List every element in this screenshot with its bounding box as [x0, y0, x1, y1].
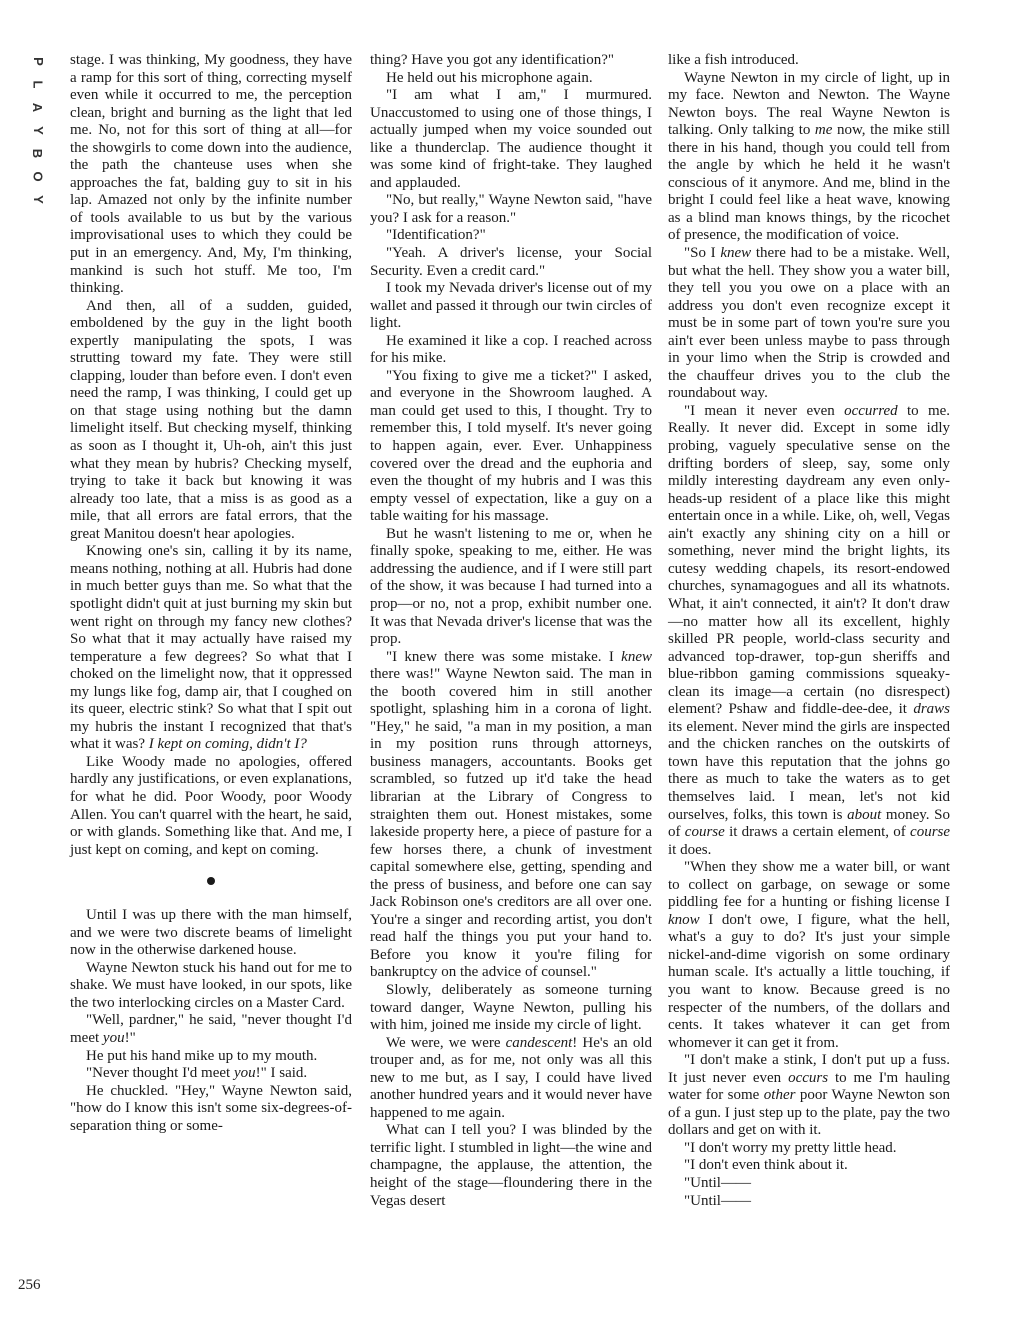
section-break	[70, 859, 352, 903]
paragraph-text: !" I said.	[255, 1065, 308, 1082]
paragraph-text: it does.	[668, 841, 712, 858]
paragraph: He chuckled. "Hey," Wayne Newton said, "how do I know this isn't some six-degrees-of-separation thing or some-	[70, 1082, 352, 1134]
text-column-3	[668, 52, 950, 1210]
magazine-letter: L	[30, 80, 46, 89]
paragraph	[70, 1065, 352, 1083]
paragraph: I took my Nevada driver's license out of my wallet and passed it through our twin circles of light.	[370, 280, 652, 332]
paragraph: "Until——	[684, 1192, 751, 1209]
paragraph: like a fish introduced.	[668, 52, 799, 68]
paragraph	[370, 649, 652, 982]
paragraph-text: its element. Never mind the girls are inspected and the chicken ranches on the outskirts of town have this reputation that the johns go there as much to take the waters as to get themselves laid. I mean, let's not kid ourselves, folks, this town is	[668, 718, 950, 823]
italic-text: I kept on coming, didn't I?	[148, 736, 307, 753]
paragraph-text: it draws a certain element, of	[729, 824, 906, 841]
paragraph-text: We were, we were	[386, 1034, 501, 1051]
italic-text: occurred	[844, 402, 898, 419]
paragraph: "I don't worry my pretty little head.	[684, 1139, 897, 1156]
italic-text: occurs	[788, 1069, 829, 1086]
section-break-bullet-icon	[207, 877, 215, 885]
paragraph: stage. I was thinking, My goodness, they have a ramp for this sort of thing, correcting myself even while it occurred to me, the perception clean, bright and burning as the light that led me. No, not for this sort of thing at all—for the showgirls to come down into the audience, the path the chanteuse uses when she approaches the fat, balding guy to sit in his lap. Amazed not only by the infinite number of tools available to us but by the various improvisational uses to which they could be put in an emergency. And, My, I'm thinking, mankind is such hot stuff. Me too, I'm thinking.	[70, 52, 352, 297]
paragraph-text: "I mean it never even	[684, 402, 835, 419]
paragraph-text: to me I'm hauling water for some	[668, 1069, 951, 1104]
paragraph: What can I tell you? I was blinded by the terrific light. I stumbled in light—the wine and champagne, the applause, the attention, the height of the stage—floundering there in the Vegas desert	[370, 1122, 652, 1209]
magazine-letter: B	[30, 148, 46, 159]
paragraph	[668, 403, 950, 859]
paragraph	[668, 859, 950, 1052]
italic-text: candescent	[505, 1034, 573, 1051]
paragraph: "No, but really," Wayne Newton said, "have you? I ask for a reason."	[370, 192, 652, 226]
paragraph-text: "Never thought I'd meet	[86, 1065, 231, 1082]
paragraph: Slowly, deliberately as someone turning toward danger, Wayne Newton, pulling his with him, joined me inside my circle of light.	[370, 981, 652, 1034]
paragraph: "I don't even think about it.	[684, 1157, 848, 1174]
text-column-2	[370, 52, 652, 1210]
italic-text: you	[102, 1029, 125, 1046]
paragraph	[668, 245, 950, 403]
paragraph-text: to me. Really. It never did. Except in some idly probing, vaguely speculative sense on the drifting borders of sleep, say, some only mildly interesting daydream any even only-heads-up resident of a place like this might entertain once in a while. Like, oh, well, Vegas ain't exactly any shining city on a hill or something, never mind the bright lights, its cutesy wedding chapels, its resort-endowed churches, synamagogues and all its whatnots. What, it ain't connected, it ain't? It don't draw—no matter how all its excellent, highly skilled PR people, world-class security and advanced top-drawer, top-gun sheriffs and blue-ribbon gaming commissions squeaky-clean its image—a certain (no disrespect) element? Pshaw and fiddle-dee-dee, it	[668, 402, 951, 718]
paragraph-text: "When they show me a water bill, or want to collect on garbage, on sewage or some piddling fee for a hunting or fishing license I	[668, 859, 950, 911]
paragraph: "Identification?"	[386, 227, 486, 244]
magazine-letter: Y	[30, 126, 46, 135]
paragraph-text: Knowing one's sin, calling it by its name, means nothing, nothing at all. Hubris had done in much better guys than me. So what that the spotlight didn't quit at just burning my skin but went right on through my fancy new clothes? So what that it may actually have raised my temperature a few degrees? So what that I choked on the limelight now, that it oppressed my lungs like fog, damp air, that I coughed on its queer, electric stink? So what that I spit out my hubris the instant I recognized that that's what it was?	[70, 543, 352, 753]
paragraph	[70, 1012, 352, 1047]
italic-text: course	[684, 824, 725, 841]
paragraph	[370, 1035, 652, 1123]
paragraph	[668, 1052, 950, 1140]
italic-text: course	[910, 824, 951, 841]
magazine-name-vertical	[18, 50, 58, 211]
paragraph-text: "I knew there was some mistake. I	[386, 648, 614, 665]
paragraph: "Until——	[684, 1175, 751, 1191]
paragraph: "I am what I am," I murmured. Unaccustomed to using one of those things, I actually jumped when my voice sounded out like a thunderclap. The audience thought it was some kind of fright-take. They laughed and applauded.	[370, 87, 652, 191]
paragraph: He examined it like a cop. I reached across for his mike.	[370, 332, 652, 367]
paragraph	[70, 543, 352, 754]
italic-text: knew	[720, 245, 752, 262]
paragraph-text: I don't owe, I figure, what the hell, what's a guy to do? It's just your simple nickel-and-dime vigorish on some ordinary human scale. It's actually a little touching, if you want to know. Because greed is no respecter of the numbers, of the dollars and cents. It takes whatever it can get from whomever it can get it from.	[668, 911, 950, 1051]
paragraph-text: !"	[124, 1029, 136, 1046]
page-number: 256	[18, 1277, 41, 1293]
magazine-letter: O	[30, 171, 46, 182]
italic-text: other	[763, 1087, 796, 1104]
paragraph: And then, all of a sudden, guided, emboldened by the guy in the light booth expertly manipulating the spots, I was strutting toward my fate. They were still clapping, louder than before even. I don't even need the ramp, I was thinking, I could get up on that stage using nothing but the damn limelight itself. But checking myself, thinking as soon as I thought it, Uh-oh, ain't this just what they mean by hubris? Checking myself, trying to take it back but knowing it was already too late, that a miss is as good as a mile, that all errors are fatal errors, that the great Manitou doesn't hear apologies.	[70, 297, 352, 542]
italic-text: knew	[621, 648, 652, 665]
italic-text: draws	[913, 701, 951, 718]
paragraph-text: ! He's an old trouper and, as for me, not only was all this new to me but, as I say, I could have lived another hundred years and it would never have happened to me again.	[370, 1034, 653, 1121]
paragraph: He held out his microphone again.	[386, 69, 593, 86]
paragraph-text: "Well, pardner," he said, "never thought I'd meet	[70, 1012, 352, 1046]
paragraph: Until I was up there with the man himself, and we were two discrete beams of limelight now in the otherwise darkened house.	[70, 907, 352, 959]
paragraph-text: now, the mike still there in his hand, though you could tell from the angle by which he held it he wasn't conscious of it anymore. And me, blind in the bright I could feel like a heat wave, knowing as a blind man knows things, by the ricochet of presence, the modification of voice.	[668, 122, 951, 244]
paragraph-text: money. So of	[668, 806, 950, 841]
paragraph	[668, 70, 950, 245]
paragraph-text: Wayne Newton in my circle of light, up in my face. Newton and Newton. The Wayne Newton boys. The real Wayne Newton is talking. Only talking to	[668, 69, 950, 139]
paragraph-text: "So I	[684, 245, 716, 262]
paragraph: He put his hand mike up to my mouth.	[86, 1047, 318, 1064]
italic-text: about	[847, 806, 882, 823]
italic-text: know	[668, 911, 700, 928]
italic-text: you	[233, 1065, 256, 1082]
text-column-1	[70, 52, 352, 1135]
italic-text: me	[814, 122, 833, 139]
paragraph: "Yeah. A driver's license, your Social Security. Even a credit card."	[370, 245, 652, 279]
magazine-letter: Y	[30, 195, 46, 204]
paragraph: But he wasn't listening to me or, when he finally spoke, speaking to me, either. He was addressing the audience, and if I were still part of the show, it was because I had turned into a prop—or no, not a prop, exhibit number one. It was that Nevada driver's license that was the prop.	[370, 525, 652, 648]
paragraph-text: poor Wayne Newton son of a gun. I just step up to the plate, pay the two dollars and get on with it.	[668, 1087, 951, 1139]
paragraph-text: there had to be a mistake. Well, but what the hell. They show you a water bill, they tell you you owe on a place with an address you don't even recognize except it must be in some part of town you're sure you ain't ever been unless maybe to pass through in your limo when the Strip is crowded and the chauffeur drives you to the club the roundabout way.	[668, 245, 951, 402]
paragraph-text: "I don't make a stink, I don't put up a fuss. It just never even	[668, 1052, 950, 1086]
paragraph: thing? Have you got any identification?"	[370, 52, 614, 68]
paragraph: Like Woody made no apologies, offered hardly any justifications, or even explanations, for what he did. Poor Woody, poor Woody Allen. You can't quarrel with the heart, he said, or with glands. Something like that. And me, I just kept on coming, and kept on coming.	[70, 753, 352, 858]
paragraph-text: there was!" Wayne Newton said. The man in the booth covered him in still another spotlight, splashing him in a corona of light. "Hey," he said, "a man in my position, a man in my position runs through attorneys, business managers, accountants. Books get scrambled, so futzed up it'd take the head librarian at the Library of Congress to straighten them out. Honest mistakes, some lakeside property here, a piece of pasture for a few horses there, a chunk of investment capital somewhere else, getting, spending and the press of business, and before one can say Jack Robinson one's creditors are all over one. You're a singer and recording artist, you don't read half the things you put your hand to. Before you know it you're filing for bankruptcy on the advice of counsel."	[370, 666, 652, 981]
magazine-letter: P	[30, 57, 46, 66]
paragraph: "You fixing to give me a ticket?" I asked, and everyone in the Showroom laughed. A man could get used to this, I thought. Try to remember this, I told myself. It's never going to happen again, ever. Ever. Unhappiness covered over the dread and the euphoria and even the thought of my hubris and I was this empty vessel of expectation, like a guy on a table waiting for his massage.	[370, 367, 652, 525]
magazine-letter: A	[30, 102, 46, 113]
paragraph: Wayne Newton stuck his hand out for me to shake. We must have looked, in our spots, like the two interlocking circles on a Master Card.	[70, 959, 352, 1011]
